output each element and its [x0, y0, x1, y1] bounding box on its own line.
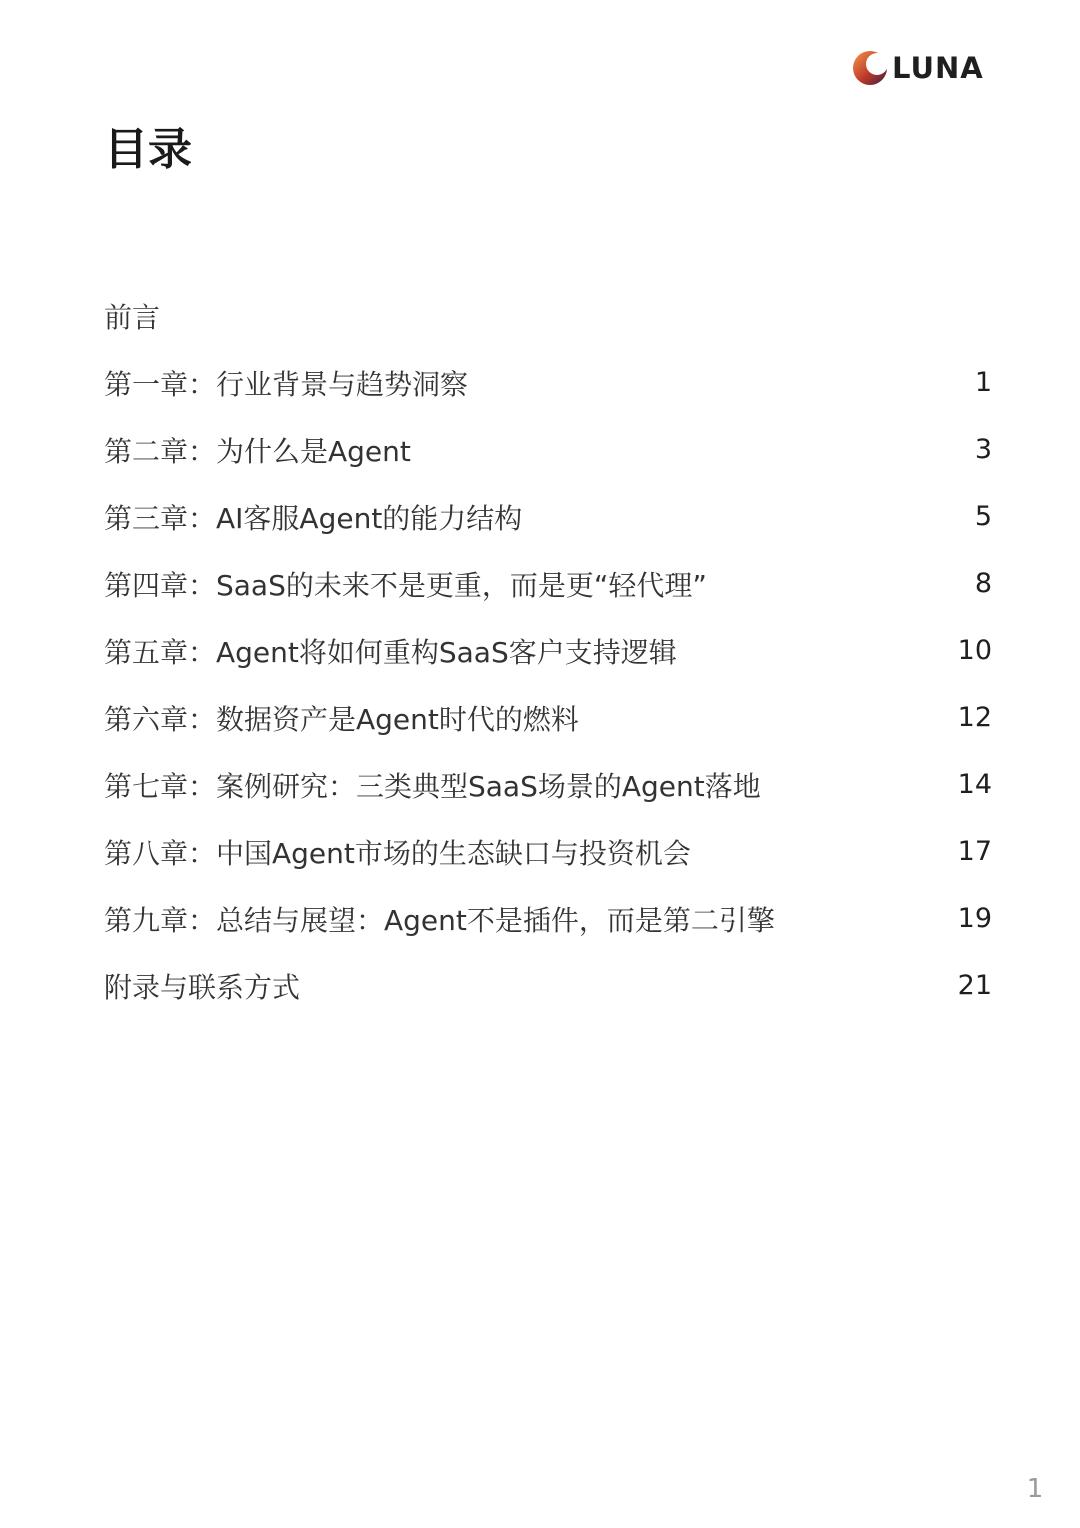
toc-entry-page: 12 [957, 702, 992, 733]
logo-text: LUNA [892, 50, 984, 85]
toc-entry[interactable] [104, 684, 992, 751]
toc-entry-label: 第四章：SaaS的未来不是更重，而是更“轻代理” [104, 568, 707, 602]
toc-entry-page: 14 [957, 769, 992, 800]
toc-entry-label: 第七章：案例研究：三类典型SaaS场景的Agent落地 [104, 769, 761, 803]
toc-entry[interactable] [104, 416, 992, 483]
toc-entry[interactable] [104, 751, 992, 818]
toc-list [104, 282, 992, 1019]
toc-entry-label: 前言 [104, 300, 161, 334]
toc-entry-page: 8 [974, 568, 992, 599]
toc-entry-page: 5 [974, 501, 992, 532]
toc-entry[interactable] [104, 349, 992, 416]
toc-entry[interactable] [104, 282, 992, 349]
toc-entry-page: 3 [974, 434, 992, 465]
luna-logo [852, 50, 984, 86]
toc-entry[interactable] [104, 885, 992, 952]
toc-entry[interactable] [104, 818, 992, 885]
toc-entry-label: 第五章：Agent将如何重构SaaS客户支持逻辑 [104, 635, 677, 669]
toc-entry-label: 第一章：行业背景与趋势洞察 [104, 367, 469, 401]
toc-entry-page: 17 [957, 836, 992, 867]
toc-entry-label: 第六章：数据资产是Agent时代的燃料 [104, 702, 579, 736]
toc-entry-label: 第八章：中国Agent市场的生态缺口与投资机会 [104, 836, 691, 870]
toc-entry[interactable] [104, 483, 992, 550]
toc-entry-label: 附录与联系方式 [104, 970, 301, 1004]
toc-entry-page: 1 [974, 367, 992, 398]
toc-entry-page: 19 [957, 903, 992, 934]
toc-entry-label: 第九章：总结与展望：Agent不是插件，而是第二引擎 [104, 903, 775, 937]
toc-entry[interactable] [104, 952, 992, 1019]
page-number: 1 [1026, 1474, 1044, 1504]
toc-entry-label: 第三章：AI客服Agent的能力结构 [104, 501, 523, 535]
toc-entry-label: 第二章：为什么是Agent [104, 434, 411, 468]
page-title: 目录 [104, 124, 192, 175]
toc-entry-page: 21 [957, 970, 992, 1001]
toc-entry[interactable] [104, 617, 992, 684]
toc-entry[interactable] [104, 550, 992, 617]
crescent-moon-icon [852, 50, 888, 86]
toc-entry-page: 10 [957, 635, 992, 666]
